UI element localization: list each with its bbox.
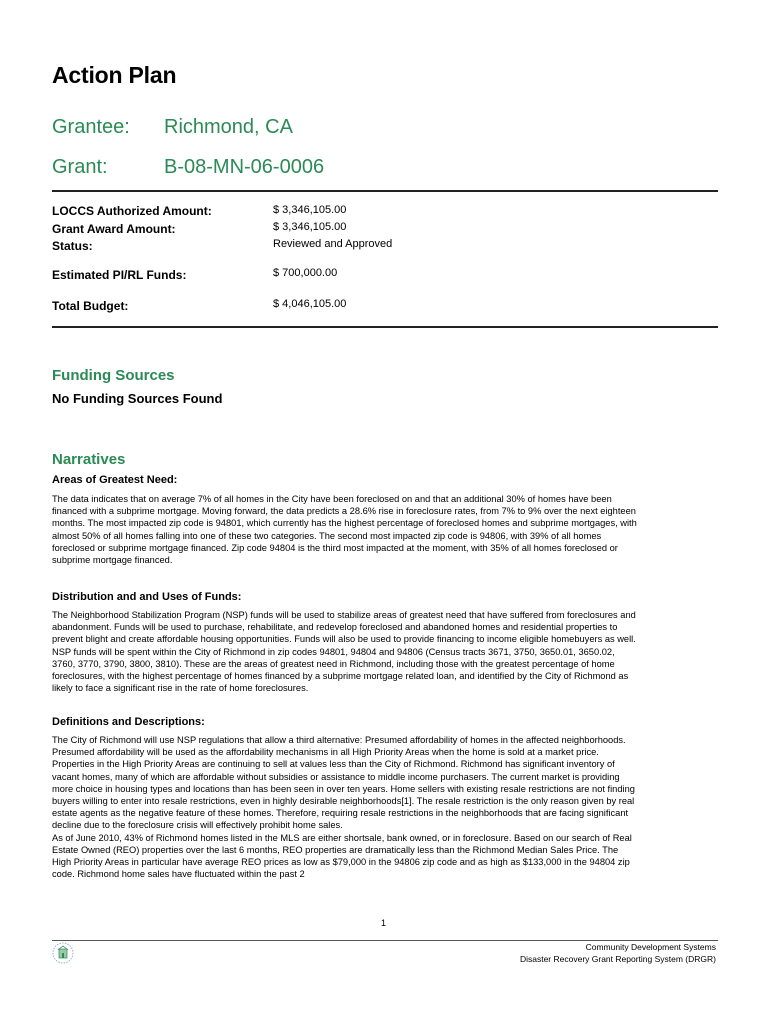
definitions-text: The City of Richmond will use NSP regulations that allow a third alternative: Presumed affordability of homes in the affected neighborhoods. Presumed affordability will be used as the affordability mechanisms in all High Priority Areas when the home is sold at a market price. Properties in the High Priority Areas are continuing to sell at values less than the City of Richmond. Richmond has significant inventory of vacant homes, many of which are affordable without subsidies or assistance to middle income purchasers. The current market is providing more choice in housing types and locations than has been seen in over ten years. Home sellers with existing resale restrictions are not finding buyers willing to enter into resale restrictions, even in highly desirable neighborhoods[1]. The resale restriction is the only reason given by real estate agents as the negative feature of these homes. Therefore, requiring resale restrictions in the neighborhoods that are facing significant decline due to the foreclosure crisis will effectively prohibit home sales. As of June 2010, 43% of Richmond homes listed in the MLS are either shortsale, bank owned, or in foreclosure. Based on our search of Real Estate Owned (REO) properties over the last 6 months, REO properties are dramatically less than the Richmond Median Sales Price. The High Priority Areas in particular have average REO prices as low as $79,000 in the 94806 zip code and as high as $133,000 in the 94804 zip code. Richmond home sales have fluctuated within the past 2 <box>52 735 635 880</box>
total-budget-value: $ 4,046,105.00 <box>273 298 347 310</box>
loccs-value: $ 3,346,105.00 <box>273 204 347 216</box>
pirl-value: $ 700,000.00 <box>273 267 338 279</box>
grantee-label: Grantee: <box>52 116 130 138</box>
pirl-label: Estimated PI/RL Funds: <box>52 268 187 282</box>
status-label: Status: <box>52 239 93 253</box>
grantee-value: Richmond, CA <box>164 116 293 138</box>
award-label: Grant Award Amount: <box>52 222 176 236</box>
no-funding-sources-text: No Funding Sources Found <box>52 391 223 406</box>
page-title: Action Plan <box>52 62 177 88</box>
definitions-heading: Definitions and Descriptions: <box>52 716 205 728</box>
grant-value: B-08-MN-06-0006 <box>164 156 325 178</box>
greatest-need-text: The data indicates that on average 7% of all homes in the City have been foreclosed on and that an additional 30% of homes have been financed with a subprime mortgage. Moving forward, the data predicts a 28.6% rise in foreclosure rates, from 7% to 9% over the next eighteen months. The most impacted zip code is 94801, which currently has the highest percentage of foreclosed homes and subprime mortgages, with almost 50% of all homes falling into one of these two categories. The second most impacted zip code is 94806, with 39% of all homes foreclosed or subprime mortgage financed. Zip code 94804 is the third most impacted at the moment, with 35% of all homes foreclosed or subprime mortgage financed. <box>52 494 637 566</box>
page-number: 1 <box>381 918 387 928</box>
grant-label: Grant: <box>52 156 108 178</box>
narratives-heading: Narratives <box>52 451 126 468</box>
total-budget-label: Total Budget: <box>52 299 129 313</box>
status-value: Reviewed and Approved <box>273 238 393 250</box>
distribution-heading: Distribution and and Uses of Funds: <box>52 591 242 603</box>
distribution-text: The Neighborhood Stabilization Program (NSP) funds will be used to stabilize areas of greatest need that have suffered from foreclosures and abandonment. Funds will be used to purchase, rehabilitate, and redevelop foreclosed and abandoned homes and residential properties to prevent blight and create affordable housing opportunities. Funds will also be used to provide financing to income eligible homebuyers as well. NSP funds will be spent within the City of Richmond in zip codes 94801, 94804 and 94806 (Census tracts 3671, 3750, 3650.01, 3650.02, 3760, 3770, 3790, 3800, 3810). These are the areas of greatest need in Richmond, including those with the greatest percentage of home foreclosures, with the highest percentage of homes financed by a subprime mortgage related loan, and identified by the City of Richmond as likely to face a significant rise in the rate of home foreclosures. <box>52 610 636 694</box>
hud-seal-icon <box>52 942 74 964</box>
footer-org-name: Community Development Systems <box>585 942 716 952</box>
footer-divider <box>52 940 718 941</box>
funding-sources-heading: Funding Sources <box>52 367 175 384</box>
footer-system-name: Disaster Recovery Grant Reporting System (DRGR) <box>519 954 716 964</box>
award-value: $ 3,346,105.00 <box>273 221 347 233</box>
greatest-need-heading: Areas of Greatest Need: <box>52 474 178 486</box>
header-divider <box>52 190 718 192</box>
summary-divider <box>52 326 718 328</box>
loccs-label: LOCCS Authorized Amount: <box>52 204 212 218</box>
